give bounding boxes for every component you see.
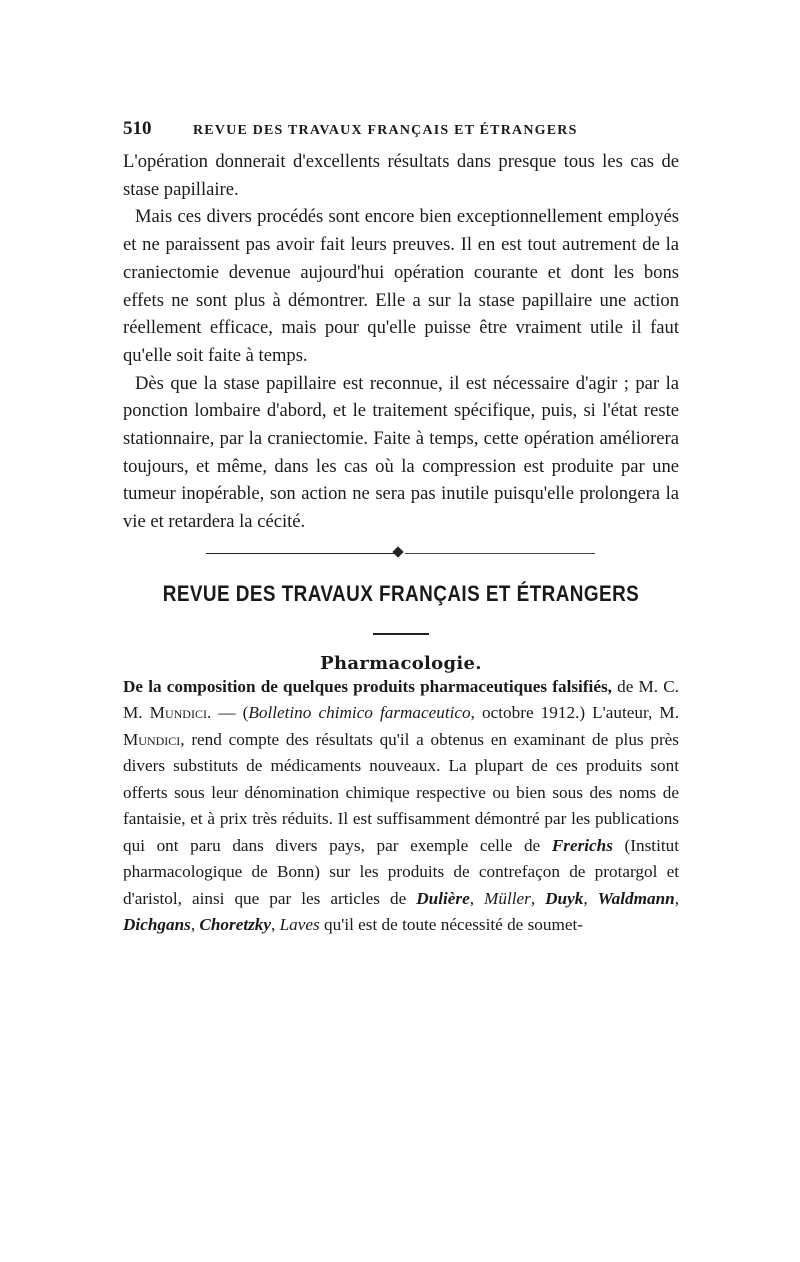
text-run: (Institut pharmacologique de Bonn) sur les produits de contrefaçon de protargol et d'aristol, ainsi que par les articles de [123,835,679,908]
page-number: 510 [123,118,152,139]
text-run: de M. C. M. [123,676,680,723]
paragraph: Mais ces divers procédés sont encore bien exceptionnellement employés et ne paraissent pas avoir fait leurs preuves. Il en est tout autrement de la craniectomie devenue aujourd'hui opération courante et dont les bons effets ne sont plus à démontrer. Elle a sur la stase papillaire une action réellement efficace, mais pour qu'elle puisse être vraiment utile il faut qu'elle soit faite à temps. [123,206,679,366]
text-run: , [530,888,546,908]
running-head [123,118,679,148]
review-paragraph [123,674,679,939]
cited-name: Dichgans [123,915,191,935]
text-run: , [469,888,485,908]
cited-name: Duyk [545,888,584,908]
rule-line-right [405,553,595,554]
author-name: Mundici [123,729,181,749]
paragraph: L'opération donnerait d'excellents résultats dans presque tous les cas de stase papillaire. [123,151,679,200]
cited-name: Laves [279,915,320,935]
text-run: , [271,915,280,935]
text-run: qu'il est de toute nécessité de soumet- [319,915,583,935]
author-name: Mundici [149,703,207,723]
cited-name: Müller [484,888,531,908]
ornamental-rule [123,541,679,567]
body-text [123,148,679,536]
rule-line-left [206,553,396,554]
section-heading: REVUE DES TRAVAUX FRANÇAIS ET ÉTRANGERS [162,580,640,606]
cited-name: Choretzky [199,915,272,935]
short-rule [373,633,429,635]
text-run: , [190,915,200,935]
text-run: , [583,888,598,908]
journal-name: Bolletino chimico farmaceutico [248,703,471,723]
text-run: , [674,888,680,908]
running-title: REVUE DES TRAVAUX FRANÇAIS ET ÉTRANGERS [193,123,578,138]
review-title: De la composition de quelques produits pharmaceutiques falsifiés, [123,676,612,696]
cited-name: Waldmann [597,888,675,908]
text-run: L'auteur, M. [585,703,679,723]
diamond-ornament-icon [392,546,403,557]
review-entry [123,674,679,939]
paragraph: Dès que la stase papillaire est reconnue, il est nécessaire d'agir ; par la ponction lombaire d'abord, et le traitement spécifique, puis, si l'état reste stationnaire, par la craniectomie. Faite à temps, cette opération améliorera toujours, et même, dans les cas où la compression est produite par une tumeur inopérable, son action ne sera pas inutile puisqu'elle prolongera la vie et retardera la cécité. [123,372,679,533]
text-run: . — ( [206,703,249,723]
text-run: , octobre 1912.) [470,703,586,723]
cited-name: Frerichs [551,835,613,855]
book-page [123,118,679,939]
cited-name: Dulière [416,888,470,908]
subsection-heading: Pharmacologie. [320,652,482,674]
text-run: , rend compte des résultats qu'il a obtenus en examinant de plus près divers substituts de médicaments nouveaux. La plupart de ces produits sont offerts sous leur dénomination chimique respective ou bien sous des noms de fantaisie, et à prix très réduits. Il est suffisamment démontré par les publications qui ont paru dans divers pays, par exemple celle de [123,729,679,855]
